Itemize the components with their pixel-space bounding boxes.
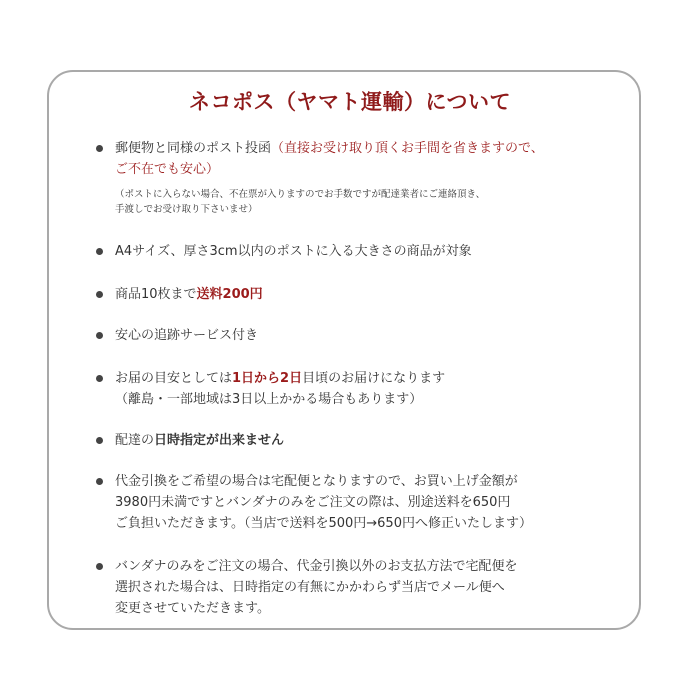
bullet-icon xyxy=(96,291,103,298)
item-note: 手渡しでお受け取り下さいませ） xyxy=(115,204,258,215)
item-text: 安心の追跡サービス付き xyxy=(115,328,259,343)
item-highlight: 日時指定が出来ません xyxy=(154,433,285,448)
item-highlight: （直接お受け取り頂くお手間を省きますので、 xyxy=(271,141,544,156)
bullet-icon xyxy=(96,478,103,485)
bullet-icon xyxy=(96,145,103,152)
bullet-icon xyxy=(96,332,103,339)
item-text: お届の目安としては xyxy=(115,371,233,386)
item-text: （離島・一部地域は3日以上かかる場合もあります） xyxy=(115,392,423,407)
item-highlight: ご不在でも安心） xyxy=(115,162,220,177)
item-text: 配達の xyxy=(115,433,155,448)
bullet-icon xyxy=(96,248,103,255)
item-text: 代金引換をご希望の場合は宅配便となりますので、お買い上げ金額が xyxy=(115,474,518,489)
item-text: バンダナのみをご注文の場合、代金引換以外のお支払方法で宅配便を xyxy=(115,559,518,574)
item-text: ご負担いただきます。（当店で送料を500円→650円へ修正いたします） xyxy=(115,516,532,531)
item-text: 変更させていただきます。 xyxy=(115,601,270,616)
item-text: A4サイズ、厚さ3cm以内のポストに入る大きさの商品が対象 xyxy=(115,244,472,259)
item-text: 商品10枚まで xyxy=(115,287,197,302)
item-text: 3980円未満ですとバンダナのみをご注文の際は、別途送料を650円 xyxy=(115,495,511,510)
bullet-icon xyxy=(96,375,103,382)
bullet-icon xyxy=(96,563,103,570)
item-highlight: 送料200円 xyxy=(196,287,263,302)
item-line xyxy=(115,138,635,159)
bullet-icon xyxy=(96,437,103,444)
item-text: 目頃のお届けになります xyxy=(302,371,446,386)
item-note: （ポストに入らない場合、不在票が入りますのでお手数ですが配達業者にご連絡頂き、 xyxy=(115,189,486,200)
item-text: 郵便物と同様のポスト投函 xyxy=(115,141,272,156)
page-title: ネコポス（ヤマト運輸）について xyxy=(188,89,512,114)
item-highlight: 1日から2日 xyxy=(232,371,303,386)
item-text: 選択された場合は、日時指定の有無にかかわらず当店でメール便へ xyxy=(115,580,505,595)
